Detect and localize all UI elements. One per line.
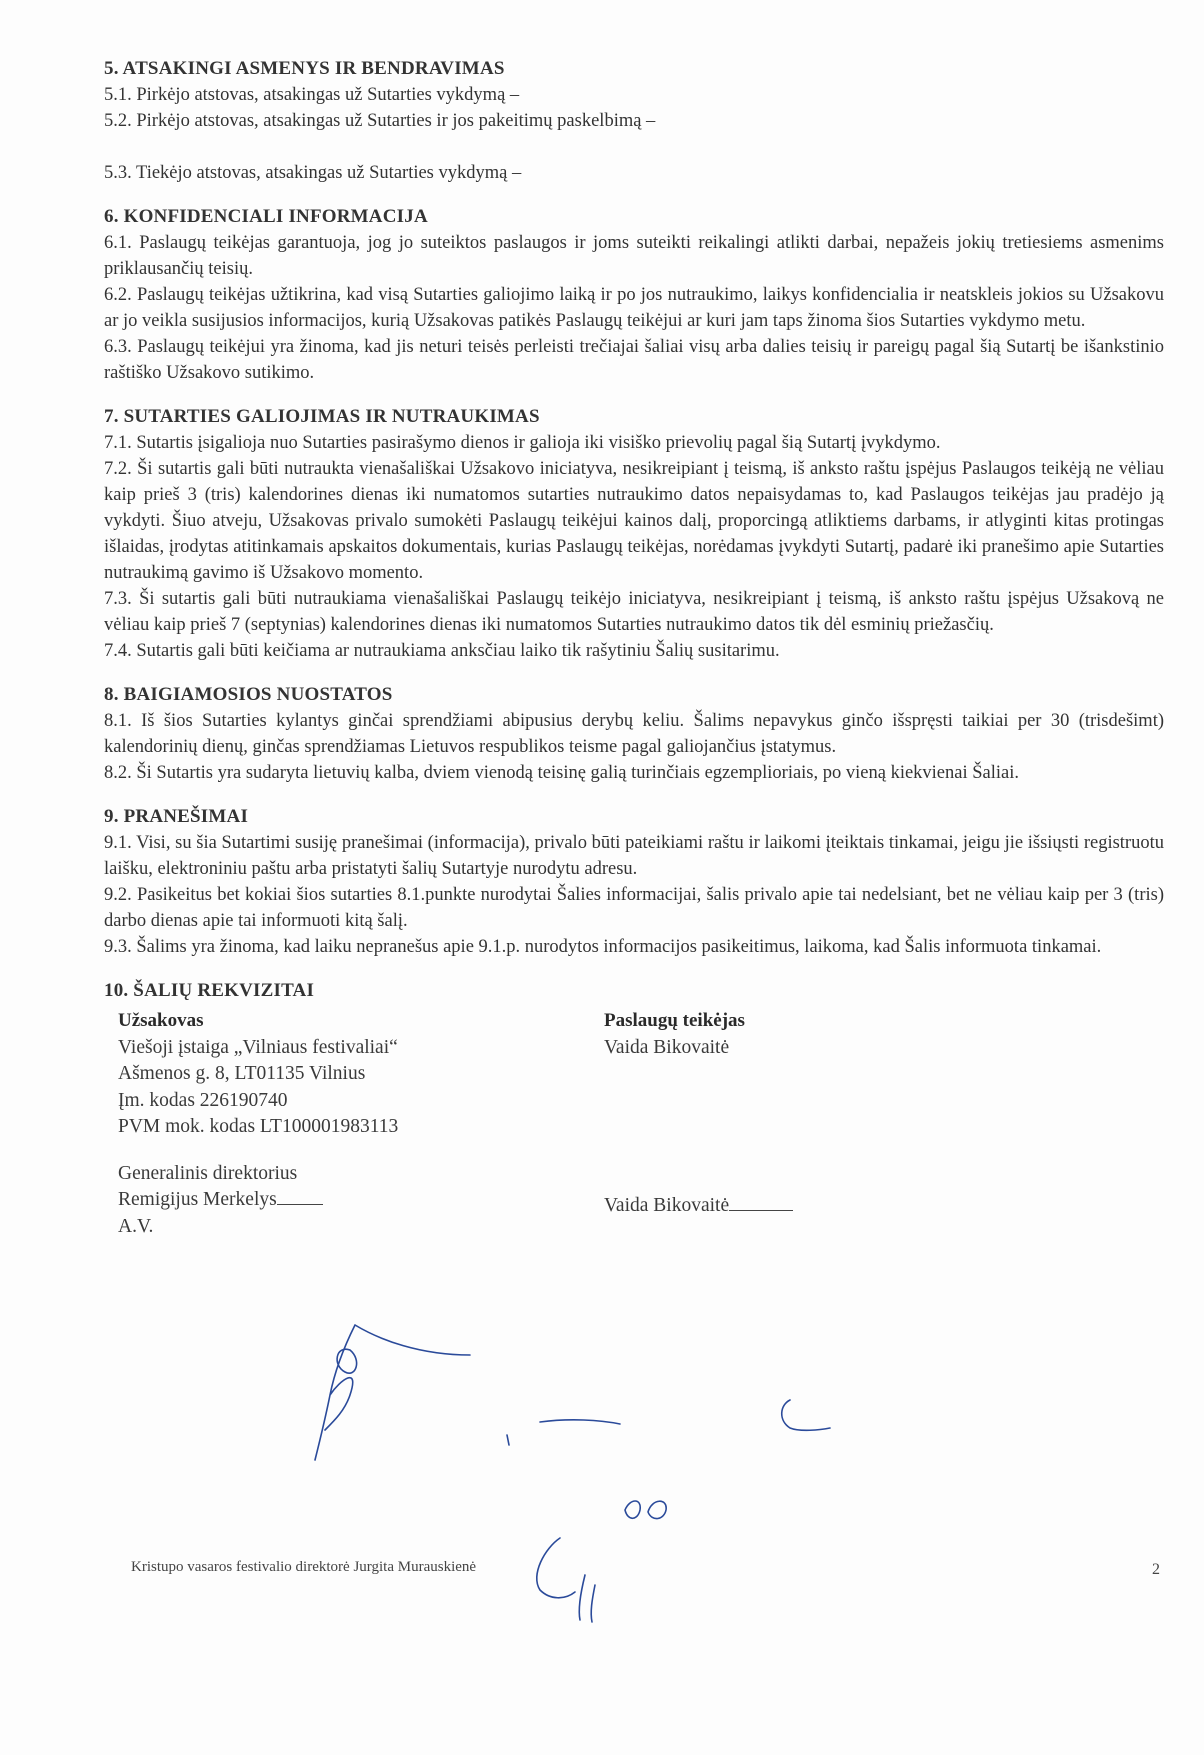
provider-name: Vaida Bikovaitė (604, 1036, 730, 1058)
provider-signer-name: Vaida Bikovaitė (604, 1195, 730, 1216)
client-signature (315, 1325, 470, 1460)
clause-7-4: 7.4. Sutartis gali būti keičiama ar nutraukiama anksčiau laiko tik rašytiniu Šalių susitarimu. (104, 641, 780, 661)
clause-5-3: 5.3. Tiekėjo atstovas, atsakingas už Sutarties vykdymą – (104, 163, 522, 183)
clause-7-1: 7.1. Sutartis įsigalioja nuo Sutarties pasirašymo dienos ir galioja iki visiško prievolių pagal šią Sutartį įvykdymo. (104, 433, 941, 453)
clause-9-3: 9.3. Šalims yra žinoma, kad laiku nepranešus apie 9.1.p. nurodytos informacijos pasikeitimus, laikoma, kad Šalis informuota tinkamai. (104, 937, 1102, 957)
section-10 (104, 978, 1164, 1278)
signature-line (729, 1194, 793, 1211)
provider-signer-line (604, 1193, 793, 1220)
initials-mark (625, 1501, 666, 1519)
clause-5-1: 5.1. Pirkėjo atstovas, atsakingas už Sutarties vykdymą – (104, 85, 520, 105)
page-number: 2 (1152, 1561, 1160, 1578)
client-company-code: Įm. kodas 226190740 (118, 1089, 288, 1111)
section-heading: 8. BAIGIAMOSIOS NUOSTATOS (104, 684, 393, 705)
client-signer-role: Generalinis direktorius (118, 1162, 298, 1184)
section-heading: 9. PRANEŠIMAI (104, 806, 249, 827)
stamp-note: A.V. (118, 1215, 154, 1237)
clause-8-1: 8.1. Iš šios Sutarties kylantys ginčai sprendžiami abipusius derybų keliu. Šalims nepavykus ginčo išspręsti taikiai per 30 (trisdešimt) kalendorinių dienų, ginčas sprendžiamas Lietuvos respublikos teisme pagal galiojančius įstatymus. (104, 711, 1164, 757)
clause-8-2: 8.2. Ši Sutartis yra sudaryta lietuvių kalba, dviem vienodą teisinę galią turinčiais egzemplioriais, po vieną kiekvienai Šaliai. (104, 763, 1020, 783)
section-8 (104, 682, 1164, 786)
client-signature-block (118, 1161, 398, 1241)
client-vat-code: PVM mok. kodas LT100001983113 (118, 1116, 399, 1137)
client-signature-loop (337, 1349, 357, 1373)
client-signer-name: Remigijus Merkelys (118, 1189, 277, 1210)
clause-9-2: 9.2. Pasikeitus bet kokiai šios sutarties 8.1.punkte nurodytai Šalies informacijai, šalis privalo apie tai nedelsiant, bet ne vėliau kaip per 3 (tris) darbo dienas apie tai informuoti kitą šalį. (104, 885, 1164, 931)
client-signer-line (118, 1187, 398, 1214)
client-name: Viešoji įstaiga „Vilniaus festivaliai“ (118, 1036, 398, 1058)
clause-6-2: 6.2. Paslaugų teikėjas užtikrina, kad visą Sutarties galiojimo laiką ir po jos nutraukimo, laikys konfidencialia ir neatskleis jokios su Užsakovu ar jo veikla susijusios informacijos, kurią Užsakovas patikės Paslaugų teikėjui ar kuri jam taps žinoma šios Sutarties vykdymo metu. (104, 285, 1164, 331)
footer-note: Kristupo vasaros festivalio direktorė Jurgita Murauskienė (131, 1559, 477, 1575)
client-title: Užsakovas (118, 1010, 204, 1031)
party-requisites (104, 1008, 1164, 1278)
footer-signature (537, 1538, 595, 1622)
blank-line (104, 134, 1164, 160)
clause-7-3: 7.3. Ši sutartis gali būti nutraukiama vienašališkai Paslaugų teikėjo iniciatyva, nesikreipiant į teismą, iš anksto raštu įspėjus Užsakovą ne vėliau kaip prieš 7 (septynias) kalendorines dienas iki numatomos Sutarties nutraukimo datos tik dėl esminių priežasčių. (104, 589, 1164, 635)
clause-5-2: 5.2. Pirkėjo atstovas, atsakingas už Sutarties ir jos pakeitimų paskelbimą – (104, 111, 656, 131)
clause-7-2: 7.2. Ši sutartis gali būti nutraukta vienašališkai Užsakovo iniciatyva, nesikreipiant į teismą, iš anksto raštu įspėjus Paslaugos teikėją ne vėliau kaip prieš 3 (tris) kalendorines dienas iki numatomos sutarties nutraukimo datos nepaisydamas to, kad Paslaugos teikėjas jau pradėjo ją vykdyti. Šiuo atveju, Užsakovas privalo sumokėti Paslaugų teikėjui kainos dalį, proporcingą atliktiems darbams, ir atlyginti kitas protingas išlaidas, įrodytas atitinkamais apskaitos dokumentais, kurias Paslaugų teikėjas, norėdamas įvykdyti Sutartį, padarė iki pranešimo apie Sutarties nutraukimą gavimo iš Užsakovo momento. (104, 459, 1164, 583)
client-address: Ašmenos g. 8, LT01135 Vilnius (118, 1063, 366, 1084)
section-6 (104, 204, 1164, 386)
section-heading: 6. KONFIDENCIALI INFORMACIJA (104, 206, 428, 227)
section-5 (104, 56, 1164, 186)
document-body (104, 56, 1164, 1296)
section-heading: 5. ATSAKINGI ASMENYS IR BENDRAVIMAS (104, 58, 505, 79)
clause-9-1: 9.1. Visi, su šia Sutartimi susiję pranešimai (informacija), privalo būti pateikiami raštu ir laikomi įteiktais tinkamai, jeigu jie išsiųsti registruotu laišku, elektroniniu paštu arba pristatyti šalių Sutartyje nurodytu adresu. (104, 833, 1164, 879)
clause-6-1: 6.1. Paslaugų teikėjas garantuoja, jog jo suteiktos paslaugos ir joms suteikti reikalingi atlikti darbai, nepažeis jokių tretiesiems asmenims priklausančių teisių. (104, 233, 1164, 279)
section-9 (104, 804, 1164, 960)
section-heading: 7. SUTARTIES GALIOJIMAS IR NUTRAUKIMAS (104, 406, 540, 427)
ink-dot (507, 1435, 509, 1445)
provider-signature (540, 1400, 830, 1430)
section-heading: 10. ŠALIŲ REKVIZITAI (104, 980, 315, 1001)
provider-title: Paslaugų teikėjas (604, 1010, 745, 1031)
section-7 (104, 404, 1164, 664)
client-column (118, 1008, 398, 1240)
clause-6-3: 6.3. Paslaugų teikėjui yra žinoma, kad jis neturi teisės perleisti trečiajai šaliai visų arba dalies teisių ir pareigų pagal šią Sutartį be išankstinio raštiško Užsakovo sutikimo. (104, 337, 1164, 383)
signature-line (277, 1188, 323, 1205)
provider-column (604, 1008, 745, 1216)
